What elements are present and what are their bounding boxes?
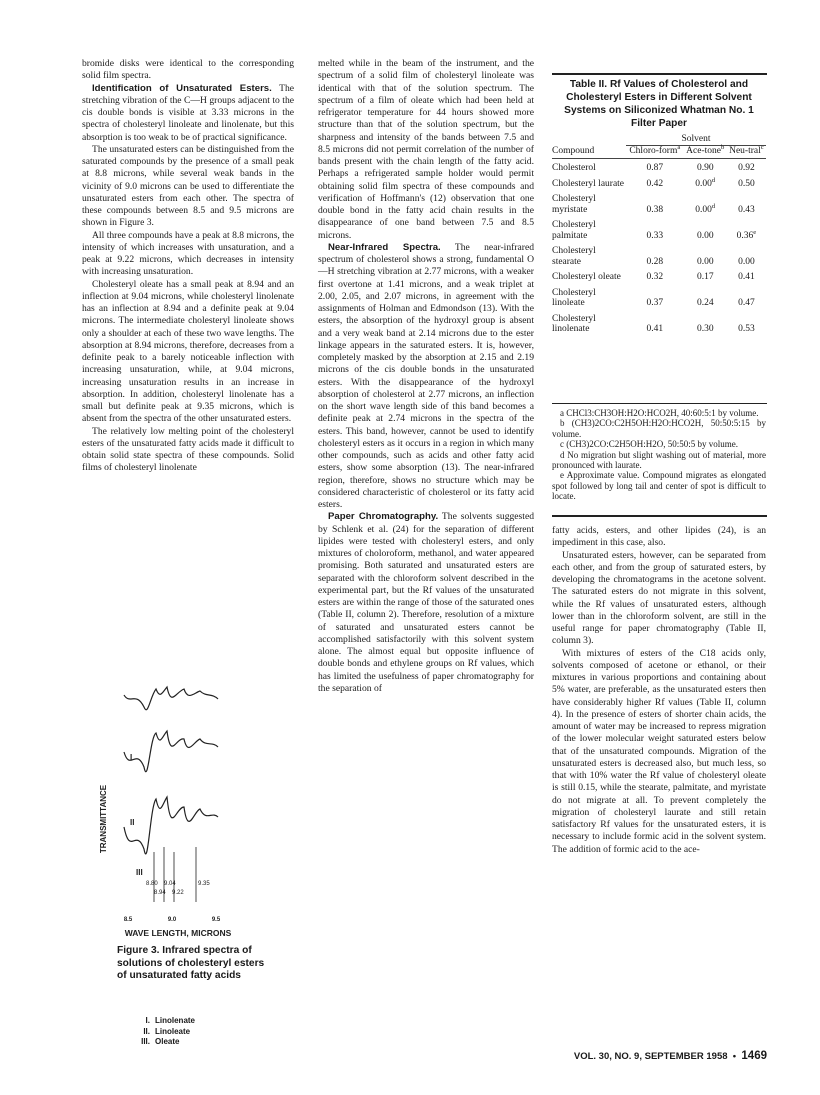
page-footer: [552, 1050, 767, 1062]
right-column: [552, 525, 766, 856]
table-bottom-rule: [552, 515, 767, 517]
page-number: 1469: [741, 1050, 767, 1062]
legend-item: [135, 1037, 195, 1048]
peak-annotation: 9.22: [172, 890, 184, 896]
section-heading: Near-Infrared Spectra.: [328, 241, 441, 253]
table-row: Cholesteryl palmitate 0.33 0.00 0.36e: [552, 215, 766, 241]
column-header: Neu-tral$^c$: [729, 143, 764, 156]
figure-caption: Figure 3. Infrared spectra of solutions of cholesteryl esters of unsaturated fatty acids: [117, 945, 265, 981]
table-row: Cholesteryl linolenate 0.41 0.30 0.53: [552, 309, 766, 335]
table-row: Cholesteryl stearate 0.28 0.00 0.00: [552, 241, 766, 267]
paragraph: The near-infrared spectrum of cholesterol shows a strong, fundamental O—H stretching vibration at 2.77 microns, with a weaker first overtone at 1.41 microns, and a weak triplet at 2.00, 2.05, and 2.07 microns, in agreement with the assignments of Holman and Edmondson (13). With the esters, the absorption of the hydroxyl group is absent and a very weak band at 2.14 microns due to the ester linkage appears in the saturated esters. It is, however, completely masked by the absorption at 2.15 and 2.19 microns of the cis double bonds in the unsaturated esters. With the disappearance of the hydroxyl absorption of cholesterol at 2.77 microns, an inflection on the short wave length side of this band becomes a definite peak at 2.74 microns in the spectra of the esters. This band, however, cannot be used to identify cholesteryl esters as it occurs in a region in which many other compounds, such as acids and other fatty acid esters, show some absorption (13). The near-infrared region, therefore, shows no structure which may be considered characteristic of cholesterol or its fatty acid esters.: [318, 241, 535, 510]
paragraph: Unsaturated esters, however, can be separated from each other, and from the group of saturated esters, by developing the chromatograms in the acetone solvent. The saturated esters do not migrate in this solvent, while the Rf values of unsaturated esters, although lower than in the chloroform solvent, are still in the useful range for paper chromatography (Table II, column 3).: [552, 549, 766, 647]
table-number: Table II.: [569, 79, 608, 90]
legend-name: Linolenate: [155, 1016, 196, 1025]
footnote: d No migration but slight washing out of material, more pronounced with laurate.: [552, 449, 766, 471]
paragraph: The stretching vibration of the C—H groups adjacent to the cis double bonds is visible at 3.33 microns in the spectra of cholesteryl linoleate and linolenate, but this absorption is too weak to be of practical significance.: [82, 82, 294, 143]
x-axis-label: WAVE LENGTH, MICRONS: [124, 928, 232, 938]
table-row: Cholesteryl oleate 0.32 0.17 0.41: [552, 267, 766, 283]
bullet: •: [732, 1051, 737, 1062]
ir-spectra-plot: [84, 677, 284, 947]
peak-annotation: 8.80: [146, 881, 158, 887]
legend-item: [135, 1016, 195, 1027]
legend-num: II.: [143, 1026, 150, 1036]
legend-num: I.: [145, 1016, 150, 1025]
table-row: Cholesteryl linoleate 0.37 0.24 0.47: [552, 283, 766, 309]
compound-cell: Cholesterol: [552, 163, 596, 173]
legend-name: Oleate: [155, 1037, 180, 1046]
curve-ii: [124, 731, 218, 772]
compound-cell: Cholesteryl stearate: [552, 246, 596, 267]
column-header: Compound: [552, 145, 595, 156]
paragraph: Cholesteryl oleate has a small peak at 8.94 and an inflection at 9.04 microns, while cholesteryl linolenate has an inflection at 8.94 and a definite peak at 9.04 microns. The intermediate cholesteryl linoleate shows only a shoulder at each of these two wave lengths. The absorption at 8.94 microns, therefore, decreases from a definite peak to a barely noticeable inflection with increasing unsaturation, while, at 9.04 microns, increasing unsaturation results in an increase in absorption. In addition, cholesteryl linolenate has a small but definite peak at 9.35 microns, which is absent from the spectra of the other unsaturated esters.: [82, 278, 294, 425]
compound-cell: Cholesteryl linoleate: [552, 287, 596, 308]
x-tick-label: 9.0: [167, 917, 177, 923]
compound-cell: Cholesteryl oleate: [552, 272, 621, 282]
curve-iii: [124, 797, 218, 854]
peak-annotation: 9.35: [198, 881, 210, 887]
table-row: Cholesteryl laurate 0.42 0.00$^d$ 0.50: [552, 174, 766, 190]
footnote: b (CH3)2CO:C2H5OH:H2O:HCO2H, 50:50:5:15 by volume.: [552, 418, 766, 439]
column-header: Chloro-form$^a$: [629, 143, 681, 156]
peak-annotation: 8.94: [154, 890, 166, 896]
left-column: [82, 58, 294, 475]
curve-i: [124, 687, 218, 710]
x-tick-label: 9.5: [211, 917, 221, 923]
compound-cell: Cholesteryl laurate: [552, 178, 625, 189]
table-row: Cholesteryl myristate 0.38 0.00$^d$ 0.43: [552, 189, 766, 215]
legend-num: III.: [141, 1037, 150, 1046]
column-header: Ace-tone$^b$: [686, 143, 725, 156]
middle-column: [318, 58, 534, 695]
footnote: c (CH3)2CO:C2H5OH:H2O, 50:50:5 by volume.: [560, 439, 738, 450]
section-heading: Paper Chromatography.: [328, 511, 439, 523]
legend-name: Linoleate: [155, 1026, 191, 1036]
rf-values-table: [552, 134, 766, 335]
paragraph: All three compounds have a peak at 8.8 microns, the intensity of which increases with unsaturation, and a peak at 9.22 microns, which decreases in intensity with increasing unsaturation.: [82, 229, 294, 278]
table-caption: Rf Values of Cholesterol and Cholesteryl Esters in Different Solvent Systems on Siliconized Whatman No. 1 Filter Paper: [564, 79, 754, 129]
legend-item: [135, 1027, 195, 1038]
table-rule: [552, 403, 767, 404]
compound-cell: Cholesteryl myristate: [552, 194, 596, 215]
paragraph: bromide disks were identical to the corresponding solid film spectra.: [82, 58, 294, 82]
table-row: Cholesterol 0.87 0.90 0.92: [552, 159, 766, 174]
compound-cell: Cholesteryl palmitate: [552, 220, 596, 241]
peak-annotation: 9.04: [164, 881, 176, 887]
table-title: [552, 78, 766, 130]
curve-label-i: I: [130, 753, 133, 762]
paragraph: The unsaturated esters can be distinguished from the saturated compounds by the presence of a small peak at 8.8 microns, while several weak bands in the vicinity of 9.0 microns can be used to differentiate the unsaturated esters from each other. The spectra of these compounds between 8.5 and 9.5 microns are shown in Figure 3.: [82, 143, 294, 229]
y-axis-label: TRANSMITTANCE: [99, 784, 108, 854]
curve-label-iii: III: [136, 868, 143, 877]
solvent-header: Solvent: [626, 134, 766, 145]
paragraph: fatty acids, esters, and other lipides (24), is an impediment in this case, also.: [552, 525, 766, 549]
figure-3: [84, 677, 284, 947]
table-top-rule: [552, 73, 767, 75]
section-heading: Identification of Unsaturated Esters.: [92, 82, 272, 94]
table-footnotes: [552, 408, 766, 502]
paragraph: With mixtures of esters of the C18 acids only, solvents composed of acetone or ethanol, or their mixtures in various proportions and containing about 5% water, are preferable, as the unsaturated esters then have considerably higher Rf values (Table II, column 4). In the presence of esters of shorter chain acids, the amount of water may be increased to repress migration of the lower molecular weight saturated esters below that of the unsaturated compounds. Migration of the unsaturated esters is decreased also, but much less, so that with 10% water the Rf value of cholesteryl oleate is still 0.15, while the stearate, palmitate, and myristate do not migrate at all. To prevent completely the migration of cholesteryl laurate and still retain satisfactory Rf values for the unsaturated esters, it is necessary to include formic acid in the solvent system. The addition of formic acid to the ace-: [552, 647, 766, 855]
footnote: e Approximate value. Compound migrates as elongated spot followed by long tail and center of spot is difficult to locate.: [552, 470, 766, 502]
x-tick-label: 8.5: [123, 917, 133, 923]
paragraph: melted while in the beam of the instrument, and the spectrum of a solid film of cholesteryl linoleate was identical with that of the solution spectrum. The spectrum of a film of oleate which had been held at refrigerator temperature for 44 hours showed more structure than that of the solution spectrum, but the sharpness and intensity of the bands between 7.5 and 8.5 microns did not permit correlation of the number of bands present with the chain length of the fatty acid. Perhaps a refrigerated sample holder would permit obtaining solid film spectra of these compounds and verification of Hoffmann's (12) observation that one double bond in the fatty acid chain results in the disappearance of one band between 7.5 and 8.5 microns.: [318, 58, 534, 241]
figure-legend: [135, 1016, 195, 1048]
footnote: a CHCl3:CH3OH:H2O:HCO2H, 40:60:5:1 by volume.: [560, 408, 759, 418]
paragraph: The solvents suggested by Schlenk et al. (24) for the separation of different lipides were tested with cholesteryl esters, and only mixtures of choloroform, methanol, and water appeared promising. Both saturated and unsaturated esters are separated with the chloroform solvent described in the experimental part, but the Rf values of the unsaturated esters are within the range of those of the saturated ones (Table II, column 2). Therefore, resolution of a mixture of saturated and unsaturated esters cannot be accomplished satisfactorily with this solvent system alone. The almost equal but opposite influence of double bonds and ethylene groups on Rf values, which has limited the usefulness of paper chromatography for the separation of: [318, 511, 534, 694]
curve-label-ii: II: [130, 818, 135, 827]
journal-issue: VOL. 30, NO. 9, SEPTEMBER 1958: [573, 1051, 728, 1062]
paragraph: The relatively low melting point of the cholesteryl esters of the unsaturated fatty acids made it difficult to obtain solid state spectra of these compounds. Solid films of cholesteryl linolenate: [82, 425, 294, 474]
compound-cell: Cholesteryl linolenate: [552, 313, 596, 334]
